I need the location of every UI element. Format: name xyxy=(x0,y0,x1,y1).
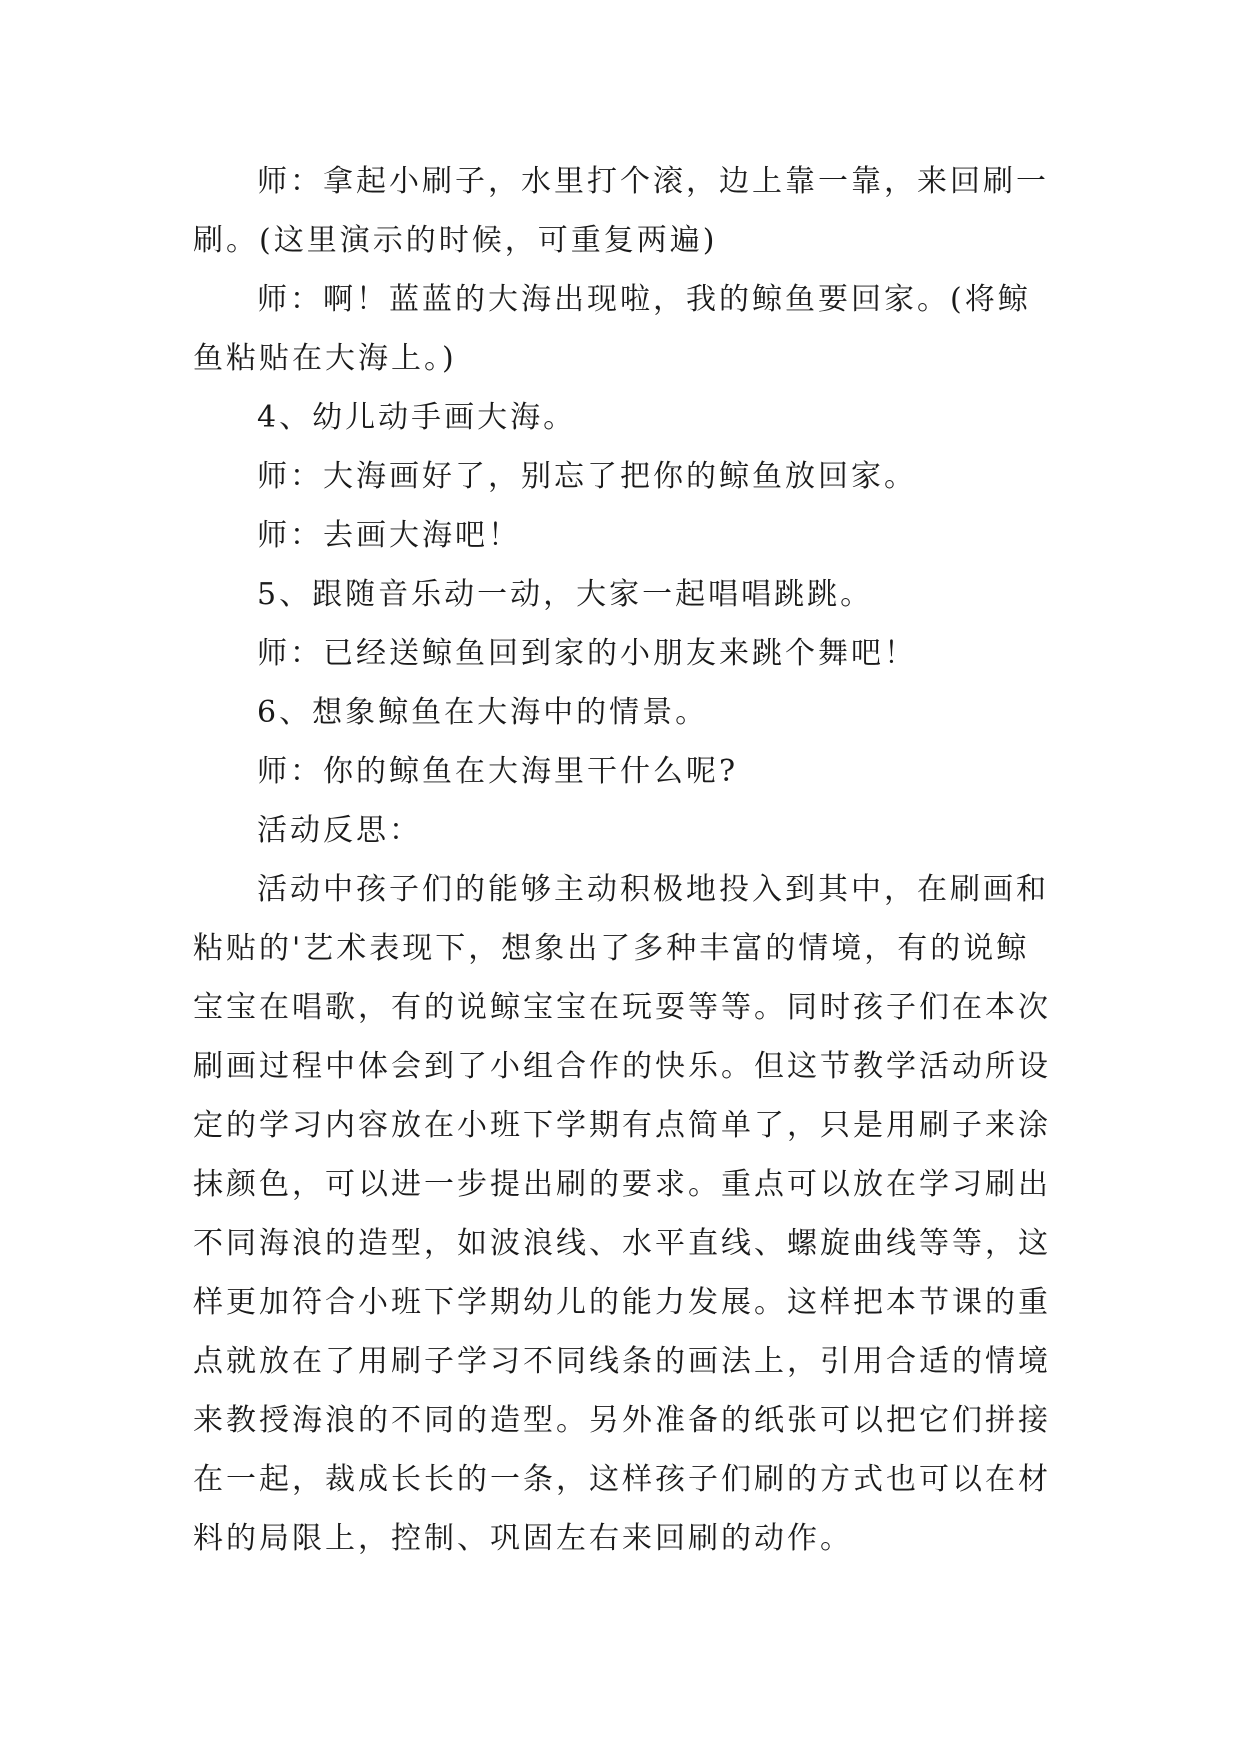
paragraph xyxy=(193,683,1053,742)
text-line: 师：啊！蓝蓝的大海出现啦，我的鲸鱼要回家。(将鲸 xyxy=(257,282,1031,317)
text-line: 师：大海画好了，别忘了把你的鲸鱼放回家。 xyxy=(257,459,917,494)
text-line: 不同海浪的造型，如波浪线、水平直线、螺旋曲线等等，这 xyxy=(193,1226,1051,1261)
paragraph xyxy=(193,506,1053,565)
paragraph xyxy=(193,152,1053,270)
paragraph xyxy=(193,270,1053,388)
text-line: 活动中孩子们的能够主动积极地投入到其中，在刷画和 xyxy=(257,872,1049,907)
text-line: 样更加符合小班下学期幼儿的能力发展。这样把本节课的重 xyxy=(193,1285,1051,1320)
text-line: 5、跟随音乐动一动，大家一起唱唱跳跳。 xyxy=(257,577,874,612)
paragraph xyxy=(193,388,1053,447)
text-line: 定的学习内容放在小班下学期有点简单了，只是用刷子来涂 xyxy=(193,1108,1051,1143)
text-line: 师：去画大海吧！ xyxy=(257,518,521,553)
text-line: 活动反思： xyxy=(257,813,422,848)
text-line: 师：你的鲸鱼在大海里干什么呢? xyxy=(257,754,739,789)
text-line: 鱼粘贴在大海上。) xyxy=(193,341,457,376)
text-line: 刷画过程中体会到了小组合作的快乐。但这节教学活动所设 xyxy=(193,1049,1051,1084)
document-body xyxy=(193,152,1053,1568)
text-line: 宝宝在唱歌，有的说鲸宝宝在玩耍等等。同时孩子们在本次 xyxy=(193,990,1051,1025)
text-line: 在一起，裁成长长的一条，这样孩子们刷的方式也可以在材 xyxy=(193,1462,1051,1497)
paragraph xyxy=(193,860,1053,1568)
text-line: 师：拿起小刷子，水里打个滚，边上靠一靠，来回刷一 xyxy=(257,164,1049,199)
text-line: 6、想象鲸鱼在大海中的情景。 xyxy=(257,695,709,730)
text-line: 粘贴的'艺术表现下，想象出了多种丰富的情境，有的说鲸 xyxy=(193,931,1030,966)
paragraph xyxy=(193,565,1053,624)
text-line: 刷。(这里演示的时候，可重复两遍) xyxy=(193,223,718,258)
text-line: 来教授海浪的不同的造型。另外准备的纸张可以把它们拼接 xyxy=(193,1403,1051,1438)
text-line: 抹颜色，可以进一步提出刷的要求。重点可以放在学习刷出 xyxy=(193,1167,1051,1202)
paragraph xyxy=(193,742,1053,801)
text-line: 料的局限上，控制、巩固左右来回刷的动作。 xyxy=(193,1521,853,1556)
section-heading xyxy=(193,801,1053,860)
paragraph xyxy=(193,624,1053,683)
paragraph xyxy=(193,447,1053,506)
text-line: 师：已经送鲸鱼回到家的小朋友来跳个舞吧！ xyxy=(257,636,917,671)
text-line: 点就放在了用刷子学习不同线条的画法上，引用合适的情境 xyxy=(193,1344,1051,1379)
text-line: 4、幼儿动手画大海。 xyxy=(257,400,577,435)
